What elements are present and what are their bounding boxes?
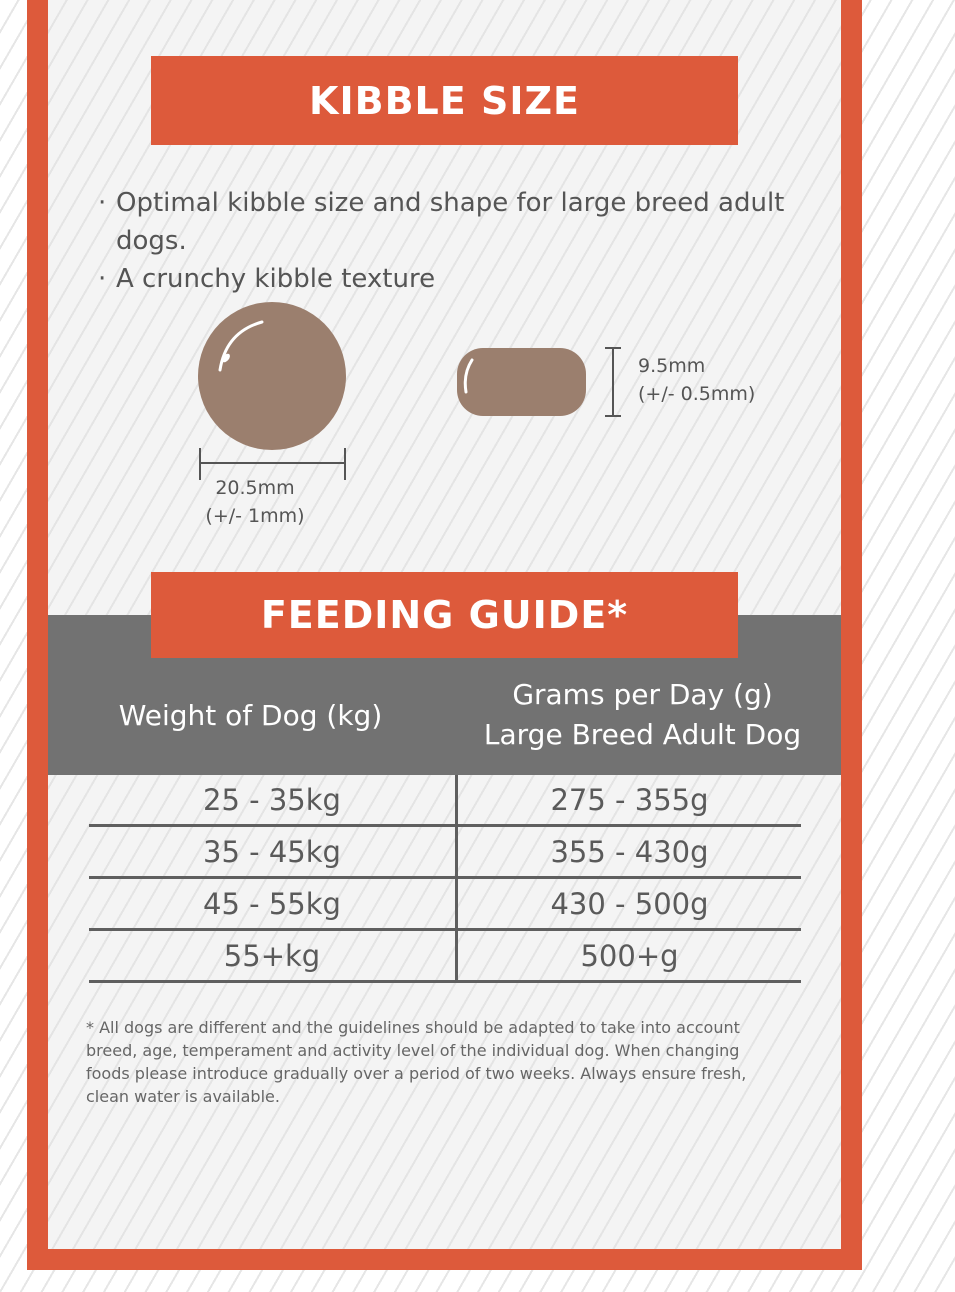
table-row	[89, 775, 801, 827]
grams-cell: 355 - 430g	[550, 834, 709, 869]
column-header-weight: Weight of Dog (kg)	[118, 699, 383, 732]
feeding-guide-heading: FEEDING GUIDE*	[151, 572, 738, 658]
grams-cell: 430 - 500g	[550, 886, 709, 921]
list-item	[98, 184, 798, 260]
kibble-side-shape	[457, 348, 586, 416]
bullet-text: Optimal kibble size and shape for large breed adult dogs.	[116, 188, 785, 256]
weight-cell: 45 - 55kg	[89, 879, 458, 928]
list-item	[98, 260, 798, 298]
kibble-height-label	[638, 352, 755, 408]
bullet-text: A crunchy kibble texture	[116, 264, 436, 294]
weight-cell: 25 - 35kg	[89, 775, 458, 824]
feeding-table	[89, 775, 801, 983]
height-dimension-marker	[605, 348, 621, 416]
column-header-grams	[450, 675, 835, 755]
bullet-marker: ·	[98, 264, 107, 294]
table-row	[89, 827, 801, 879]
height-tolerance: (+/- 0.5mm)	[638, 383, 756, 405]
grams-cell: 275 - 355g	[550, 782, 709, 817]
kibble-width-label	[200, 474, 310, 530]
bullet-marker: ·	[98, 188, 107, 218]
kibble-round-shape	[198, 302, 346, 450]
kibble-side-view	[457, 348, 586, 416]
kibble-illustration	[180, 300, 640, 500]
column-header-grams-line2: Large Breed Adult Dog	[483, 718, 802, 751]
feeding-footnote: * All dogs are different and the guidelines should be adapted to take into account breed, age, temperament and activity level of the individual dog. When changing foods please introduce gradually over a period of two weeks. Always ensure fresh, clean water is available.	[86, 1018, 747, 1106]
kibble-bullet-list	[98, 184, 798, 298]
grams-cell: 500+g	[580, 938, 679, 973]
kibble-top-view	[198, 302, 346, 450]
table-row	[89, 879, 801, 931]
weight-cell: 55+kg	[89, 931, 458, 980]
width-value: 20.5mm	[215, 477, 295, 499]
kibble-size-heading: KIBBLE SIZE	[151, 56, 738, 145]
table-row	[89, 931, 801, 983]
column-header-grams-line1: Grams per Day (g)	[512, 678, 773, 711]
weight-cell: 35 - 45kg	[89, 827, 458, 876]
width-tolerance: (+/- 1mm)	[205, 505, 305, 527]
height-value: 9.5mm	[638, 355, 706, 377]
